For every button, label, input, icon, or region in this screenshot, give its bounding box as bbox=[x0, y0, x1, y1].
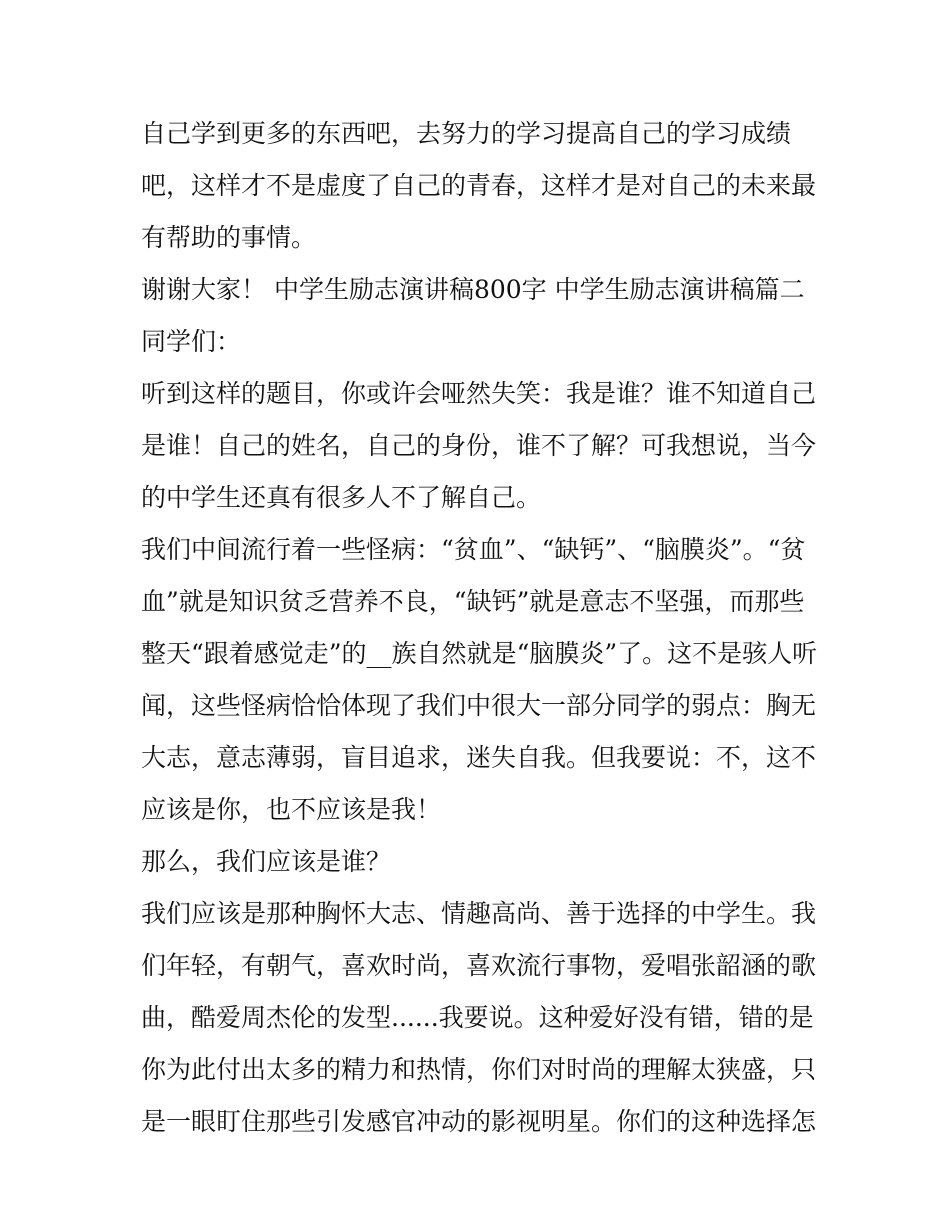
text-line: 是谁！自己的姓名，自己的身份，谁不了解？可我想说，当今 bbox=[141, 431, 817, 460]
text-line: 你为此付出太多的精力和热情，你们对时尚的理解太狭盛，只 bbox=[141, 1055, 817, 1084]
text-line: 听到这样的题目，你或许会哑然失笑：我是谁？谁不知道自己 bbox=[141, 379, 817, 408]
text-line: 我们中间流行着一些怪病：“贫血”、“缺钙”、“脑膜炎”。“贫 bbox=[141, 535, 806, 564]
text-line: 我们应该是那种胸怀大志、情趣高尚、善于选择的中学生。我 bbox=[141, 899, 817, 928]
text-line: 自己学到更多的东西吧，去努力的学习提高自己的学习成绩 bbox=[141, 119, 792, 148]
text-line: 大志，意志薄弱，盲目追求，迷失自我。但我要说：不，这不 bbox=[141, 743, 817, 772]
text-line: 的中学生还真有很多人不了解自己。 bbox=[141, 483, 542, 512]
text-line: 是一眼盯住那些引发感官冲动的影视明星。你们的这种选择怎 bbox=[141, 1107, 817, 1136]
text-line: 血”就是知识贫乏营养不良，“缺钙”就是意志不坚强，而那些 bbox=[141, 587, 805, 616]
document-body bbox=[141, 108, 821, 1148]
text-line: 吧，这样才不是虚度了自己的青春，这样才是对自己的未来最 bbox=[141, 171, 817, 200]
text-line: 谢谢大家！ 中学生励志演讲稿800字 中学生励志演讲稿篇二 bbox=[141, 275, 805, 304]
text-line: 整天“跟着感觉走”的__族自然就是“脑膜炎”了。这不是骇人听 bbox=[141, 639, 818, 668]
text-line: 们年轻，有朝气，喜欢时尚，喜欢流行事物，爱唱张韶涵的歌 bbox=[141, 951, 817, 980]
text-line: 闻，这些怪病恰恰体现了我们中很大一部分同学的弱点：胸无 bbox=[141, 691, 817, 720]
text-line: 应该是你，也不应该是我！ bbox=[141, 795, 442, 824]
text-line: 那么，我们应该是谁？ bbox=[141, 847, 392, 876]
text-line: 同学们： bbox=[141, 327, 242, 356]
text-line: 曲，酷爱周杰伦的发型......我要说。这种爱好没有错，错的是 bbox=[141, 1003, 814, 1032]
text-line: 有帮助的事情。 bbox=[141, 223, 317, 252]
